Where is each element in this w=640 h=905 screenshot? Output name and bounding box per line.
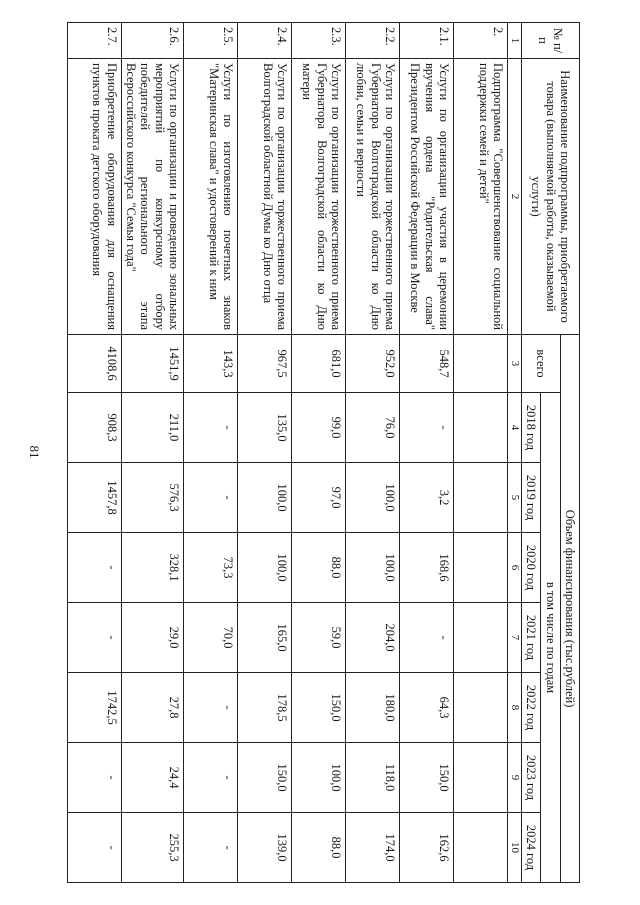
rotated-table-container: [60, 22, 580, 882]
row-num: 2.4.: [238, 23, 292, 59]
row-year-value: 29,0: [121, 603, 184, 673]
header-by-years: в том числе по годам: [541, 393, 560, 883]
row-year-value: 211,0: [121, 393, 184, 463]
row-year-value: 100,0: [238, 533, 292, 603]
row-num: 2.3.: [292, 23, 346, 59]
row-num: 2.: [454, 23, 508, 59]
table-row: [292, 23, 346, 883]
row-name: Услуги по организации торжественного приема Волгоградской областной Думы ко Дню отца: [238, 59, 292, 335]
row-year-value: 97,0: [292, 463, 346, 533]
column-number: 8: [508, 673, 522, 743]
row-year-value: [454, 463, 508, 533]
row-year-value: -: [67, 813, 121, 883]
row-year-value: 1742,5: [67, 673, 121, 743]
table-row: [184, 23, 238, 883]
row-year-value: 59,0: [292, 603, 346, 673]
row-year-value: [454, 743, 508, 813]
row-year-value: 165,0: [238, 603, 292, 673]
row-num: 2.2.: [346, 23, 400, 59]
row-year-value: 180,0: [346, 673, 400, 743]
row-year-value: -: [67, 743, 121, 813]
table-row: [238, 23, 292, 883]
row-year-value: [454, 603, 508, 673]
row-num: 2.6.: [121, 23, 184, 59]
row-year-value: 150,0: [238, 743, 292, 813]
row-year-value: -: [184, 743, 238, 813]
column-number-row: [508, 23, 522, 883]
row-year-value: 27,8: [121, 673, 184, 743]
row-num: 2.1.: [400, 23, 454, 59]
header-funding: Объем финансирования (тыс.рублей): [560, 335, 579, 883]
row-name: Приобретение оборудования для оснащения пунктов проката детского оборудования: [67, 59, 121, 335]
table-row: [454, 23, 508, 883]
row-year-value: 908,3: [67, 393, 121, 463]
table-row: [121, 23, 184, 883]
column-number: 9: [508, 743, 522, 813]
row-year-value: 150,0: [292, 673, 346, 743]
row-year-value: 100,0: [238, 463, 292, 533]
table-body: [67, 23, 508, 883]
header-year: 2023 год: [521, 743, 540, 813]
row-year-value: 100,0: [346, 463, 400, 533]
row-year-value: 135,0: [238, 393, 292, 463]
column-number: 4: [508, 393, 522, 463]
row-year-value: 576,3: [121, 463, 184, 533]
row-year-value: 255,3: [121, 813, 184, 883]
row-num: 2.7.: [67, 23, 121, 59]
column-number: 1: [508, 23, 522, 59]
row-year-value: 100,0: [346, 533, 400, 603]
column-number: 10: [508, 813, 522, 883]
row-year-value: -: [184, 393, 238, 463]
row-year-value: 162,6: [400, 813, 454, 883]
row-name: Услуги по организации участия в церемонии вручения ордена "Родительская слава" Президентом Российской Федерации в Москве: [400, 59, 454, 335]
header-year: 2018 год: [521, 393, 540, 463]
column-number: 5: [508, 463, 522, 533]
header-year: 2022 год: [521, 673, 540, 743]
page-number: 81: [27, 445, 42, 459]
header-year: 2021 год: [521, 603, 540, 673]
row-name: Услуги по организации торжественного приема Губернатора Волгоградской области ко Дню любви, семьи и верности: [346, 59, 400, 335]
row-year-value: 178,5: [238, 673, 292, 743]
row-total: 952,0: [346, 335, 400, 393]
column-number: 2: [508, 59, 522, 335]
row-year-value: 204,0: [346, 603, 400, 673]
row-total: [454, 335, 508, 393]
row-total: 4108,6: [67, 335, 121, 393]
header-num: № п/п: [521, 23, 579, 59]
row-total: 681,0: [292, 335, 346, 393]
row-name: Услуги по организации и проведению зональных мероприятий по конкурсному отбору победителей регионального этапа Всероссийского конкурса "Семья года": [121, 59, 184, 335]
row-year-value: 88,0: [292, 533, 346, 603]
row-year-value: 88,0: [292, 813, 346, 883]
row-year-value: 64,3: [400, 673, 454, 743]
header-name: Наименование подпрограммы, приобретаемого товара (выполняемой работы, оказываемой услуги): [521, 59, 579, 335]
column-number: 7: [508, 603, 522, 673]
table-row: [67, 23, 121, 883]
row-year-value: 328,1: [121, 533, 184, 603]
row-year-value: -: [184, 673, 238, 743]
row-year-value: -: [184, 463, 238, 533]
header-total: всего: [521, 335, 560, 393]
funding-table: [67, 22, 580, 883]
row-year-value: -: [67, 533, 121, 603]
row-total: 967,5: [238, 335, 292, 393]
row-year-value: 70,0: [184, 603, 238, 673]
row-year-value: -: [67, 603, 121, 673]
row-total: 1451,9: [121, 335, 184, 393]
row-year-value: 100,0: [292, 743, 346, 813]
table-row: [400, 23, 454, 883]
row-year-value: 73,3: [184, 533, 238, 603]
column-number: 3: [508, 335, 522, 393]
header-year: 2024 год: [521, 813, 540, 883]
row-year-value: [454, 393, 508, 463]
row-year-value: [454, 533, 508, 603]
table-row: [346, 23, 400, 883]
row-year-value: 150,0: [400, 743, 454, 813]
row-year-value: 76,0: [346, 393, 400, 463]
row-year-value: -: [400, 393, 454, 463]
row-year-value: [454, 673, 508, 743]
row-year-value: 99,0: [292, 393, 346, 463]
row-year-value: 3,2: [400, 463, 454, 533]
row-year-value: 174,0: [346, 813, 400, 883]
row-year-value: 139,0: [238, 813, 292, 883]
row-name: Подпрограмма "Совершенствование социальной поддержки семей и детей": [454, 59, 508, 335]
header-year: 2019 год: [521, 463, 540, 533]
row-total: 548,7: [400, 335, 454, 393]
row-year-value: -: [184, 813, 238, 883]
row-year-value: 168,6: [400, 533, 454, 603]
row-total: 143,3: [184, 335, 238, 393]
row-year-value: 1457,8: [67, 463, 121, 533]
header-year: 2020 год: [521, 533, 540, 603]
row-year-value: 118,0: [346, 743, 400, 813]
column-number: 6: [508, 533, 522, 603]
row-year-value: [454, 813, 508, 883]
row-name: Услуги по организации торжественного приема Губернатора Волгоградской области ко Дню матери: [292, 59, 346, 335]
row-num: 2.5.: [184, 23, 238, 59]
row-name: Услуги по изготовлению почетных знаков "Материнская слава" и удостоверений к ним: [184, 59, 238, 335]
row-year-value: -: [400, 603, 454, 673]
row-year-value: 24,4: [121, 743, 184, 813]
